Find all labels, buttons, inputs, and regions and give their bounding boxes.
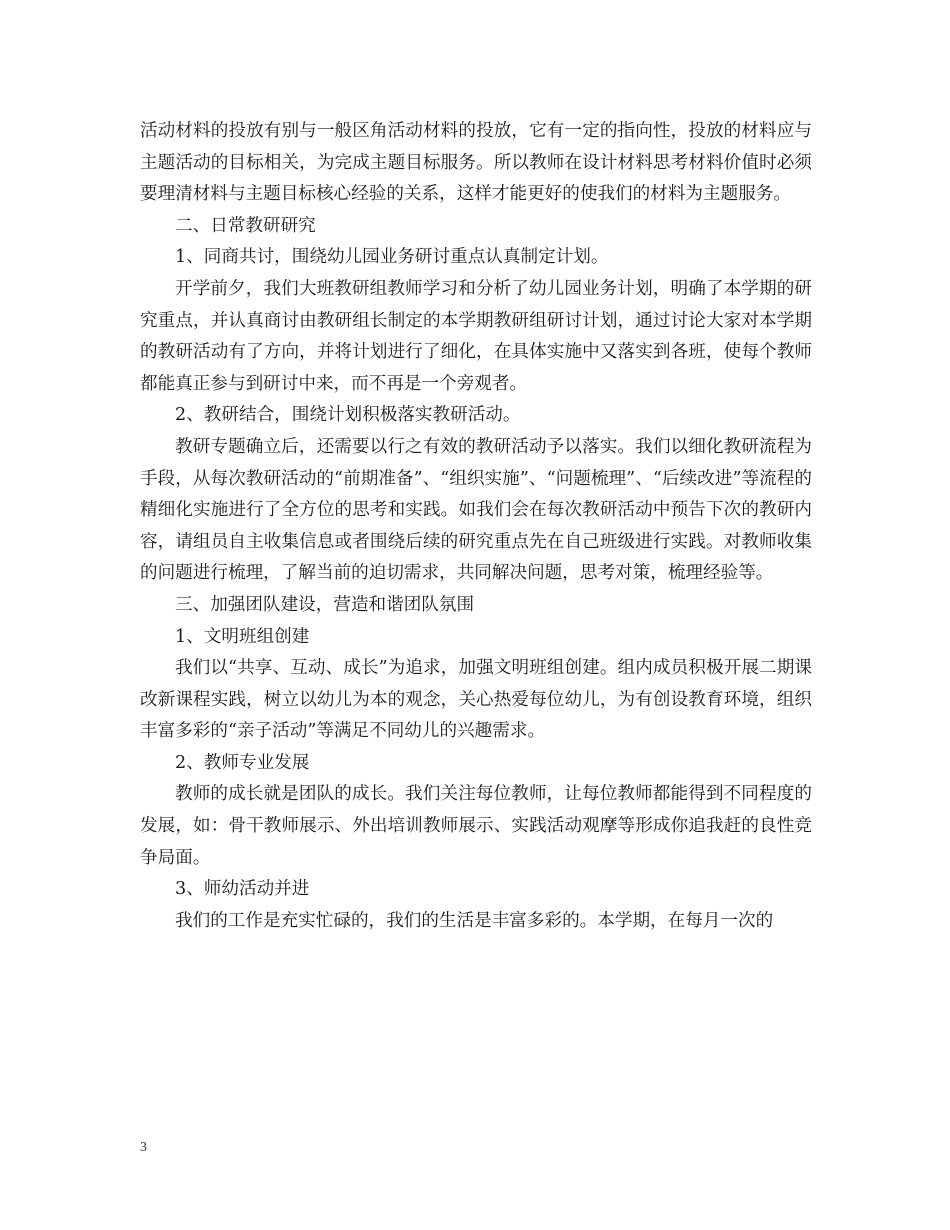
paragraph-activities: 教研专题确立后，还需要以行之有效的教研活动予以落实。我们以细化教研流程为手段，从每次教研活动的“前期准备”、“组织实施”、“问题梳理”、“后续改进”等流程的精细化实施进行了全方位的思考和实践。如我们会在每次教研活动中预告下次的教研内容，请组员自主收集信息或者围绕后续的研究重点先在自己班级进行实践。对教师收集的问题进行梳理，了解当前的迫切需求，共同解决问题，思考对策，梳理经验等。 (140, 436, 812, 584)
section-heading-team: 三、加强团队建设，营造和谐团队氛围 (175, 594, 475, 615)
subheading-professional-development: 2、教师专业发展 (175, 752, 310, 773)
paragraph-teacher-child-activities: 我们的工作是充实忙碌的，我们的生活是丰富多彩的。本学期，在每月一次的 (175, 910, 774, 931)
paragraph-plan: 开学前夕，我们大班教研组教师学习和分析了幼儿园业务计划，明确了本学期的研究重点，并认真商讨由教研组长制定的本学期教研组研讨计划，通过讨论大家对本学期的教研活动有了方向，并将计划进行了细化，在具体实施中又落实到各班，使每个教师都能真正参与到研讨中来，而不再是一个旁观者。 (140, 278, 812, 394)
page-number: 3 (140, 1140, 147, 1155)
subheading-teacher-child-activities: 3、师幼活动并进 (175, 879, 310, 900)
subheading-plan: 1、同商共讨，围绕幼儿园业务研讨重点认真制定计划。 (175, 247, 609, 268)
paragraph-1: 活动材料的投放有别与一般区角活动材料的投放，它有一定的指向性，投放的材料应与主题活动的目标相关，为完成主题目标服务。所以教师在设计材料思考材料价值时必须要理清材料与主题目标核心经验的关系，这样才能更好的使我们的材料为主题服务。 (140, 121, 812, 205)
page-body (140, 116, 812, 937)
section-heading-daily-research: 二、日常教研研究 (175, 215, 316, 236)
paragraph-professional-development: 教师的成长就是团队的成长。我们关注每位教师，让每位教师都能得到不同程度的发展，如：骨干教师展示、外出培训教师展示、实践活动观摩等形成你追我赶的良性竞争局面。 (140, 784, 812, 868)
paragraph-civilized-group: 我们以“共享、互动、成长”为追求，加强文明班组创建。组内成员积极开展二期课改新课程实践，树立以幼儿为本的观念，关心热爱每位幼儿，为有创设教育环境，组织丰富多彩的“亲子活动”等满足不同幼儿的兴趣需求。 (140, 658, 812, 742)
subheading-civilized-group: 1、文明班组创建 (175, 626, 310, 647)
subheading-activities: 2、教研结合，围绕计划积极落实教研活动。 (175, 405, 521, 426)
